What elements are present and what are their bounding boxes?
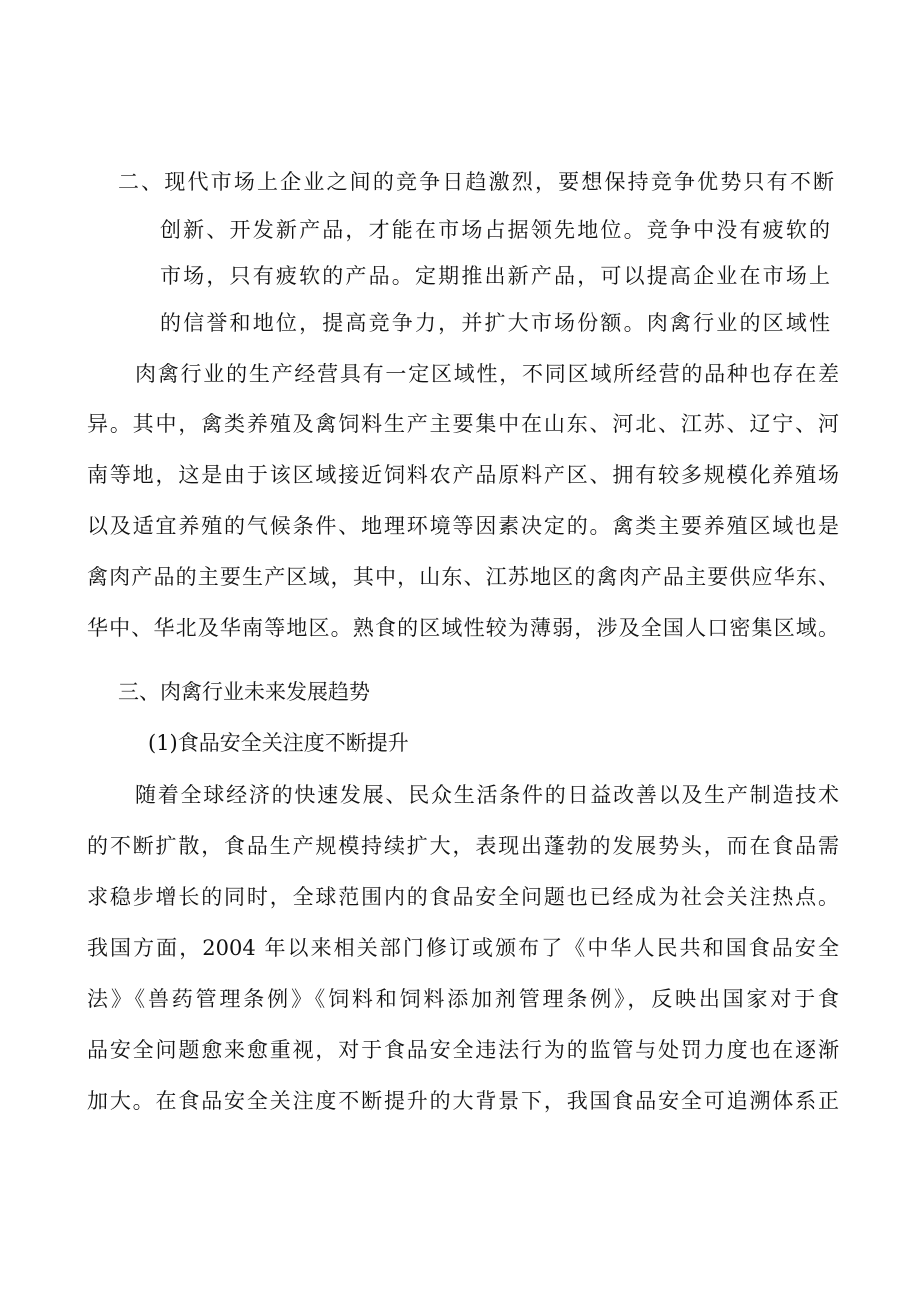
paragraph-line: 法》《兽药管理条例》《饲料和饲料添加剂管理条例》，反映出国家对于食 bbox=[87, 987, 839, 1011]
paragraph-line: 的信誉和地位，提高竞争力，并扩大市场份额。肉禽行业的区域性 bbox=[160, 311, 830, 335]
paragraph-line: 的不断扩散，食品生产规模持续扩大，表现出蓬勃的发展势头，而在食品需 bbox=[87, 834, 839, 858]
paragraph-line: 二、现代市场上企业之间的竞争日趋激烈，要想保持竞争优势只有不断 bbox=[118, 170, 834, 194]
paragraph-line: 禽肉产品的主要生产区域，其中，山东、江苏地区的禽肉产品主要供应华东、 bbox=[87, 565, 839, 589]
section-3-heading: 三、肉禽行业未来发展趋势 bbox=[118, 680, 370, 704]
paragraph-line: 以及适宜养殖的气候条件、地理环境等因素决定的。禽类主要养殖区域也是 bbox=[87, 514, 839, 538]
paragraph-line: 求稳步增长的同时，全球范围内的食品安全问题也已经成为社会关注热点。 bbox=[87, 885, 839, 909]
paragraph-line: 异。其中，禽类养殖及禽饲料生产主要集中在山东、河北、江苏、辽宁、河 bbox=[87, 412, 839, 436]
paragraph-line: 肉禽行业的生产经营具有一定区域性，不同区域所经营的品种也存在差 bbox=[135, 362, 839, 386]
paragraph-line: 随着全球经济的快速发展、民众生活条件的日益改善以及生产制造技术 bbox=[135, 783, 839, 807]
paragraph-line: 华中、华北及华南等地区。熟食的区域性较为薄弱，涉及全国人口密集区域。 bbox=[87, 616, 839, 640]
paragraph-line: 品安全问题愈来愈重视，对于食品安全违法行为的监管与处罚力度也在逐渐 bbox=[87, 1038, 839, 1062]
paragraph-line: 南等地，这是由于该区域接近饲料农产品原料产区、拥有较多规模化养殖场 bbox=[87, 463, 839, 487]
subsection-heading: (1)食品安全关注度不断提升 bbox=[148, 731, 409, 755]
paragraph-line: 市场，只有疲软的产品。定期推出新产品，可以提高企业在市场上 bbox=[160, 264, 830, 288]
paragraph-line: 创新、开发新产品，才能在市场占据领先地位。竞争中没有疲软的 bbox=[160, 218, 830, 242]
paragraph-line: 我国方面，2004 年以来相关部门修订或颁布了《中华人民共和国食品安全 bbox=[87, 936, 839, 960]
paragraph-line: 加大。在食品安全关注度不断提升的大背景下，我国食品安全可追溯体系正 bbox=[87, 1089, 839, 1113]
